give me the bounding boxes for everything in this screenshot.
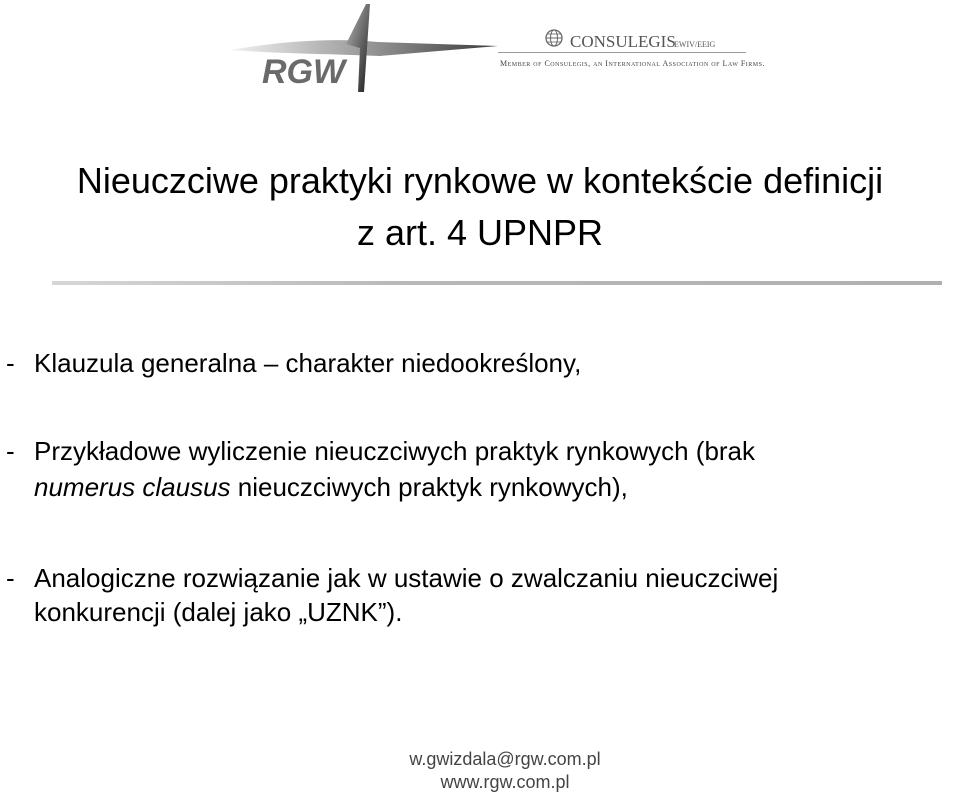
consulegis-suffix: EWIV/EEIG — [674, 40, 716, 49]
rgw-swoosh-icon — [228, 4, 498, 92]
rgw-logo — [228, 4, 498, 92]
consulegis-divider — [498, 52, 746, 53]
bullet-text-line-2: konkurencji (dalej jako „UZNK”). — [34, 597, 403, 627]
contact-website: www.rgw.com.pl — [440, 772, 570, 792]
consulegis-logo — [498, 26, 778, 74]
rgw-logo-text: RGW — [262, 53, 346, 91]
bullet-text: Klauzula generalna – charakter niedookreślony, — [34, 348, 582, 378]
globe-icon — [544, 28, 564, 48]
consulegis-name: CONSULEGIS — [570, 32, 676, 51]
bullet-dash: - — [6, 436, 15, 466]
latin-term: numerus clausus — [34, 472, 231, 502]
consulegis-tagline: Member of Consulegis, an International Association of Law Firms. — [500, 59, 765, 68]
contact-email: w.gwizdala@rgw.com.pl — [409, 749, 601, 769]
bullet-text: Przykładowe wyliczenie nieuczciwych praktyk rynkowych (brak — [34, 436, 756, 466]
page-title-line-2: z art. 4 UPNPR — [356, 212, 604, 253]
bullet-dash: - — [6, 563, 15, 593]
title-divider — [52, 281, 942, 285]
bullet-text: Analogiczne rozwiązanie jak w ustawie o zwalczaniu nieuczciwej — [34, 563, 779, 593]
bullet-text-rest: nieuczciwych praktyk rynkowych), — [230, 472, 628, 502]
bullet-dash: - — [6, 348, 15, 378]
page-title-line-1: Nieuczciwe praktyki rynkowe w kontekście definicji — [76, 160, 884, 201]
bullet-text-line-2 — [34, 472, 628, 502]
